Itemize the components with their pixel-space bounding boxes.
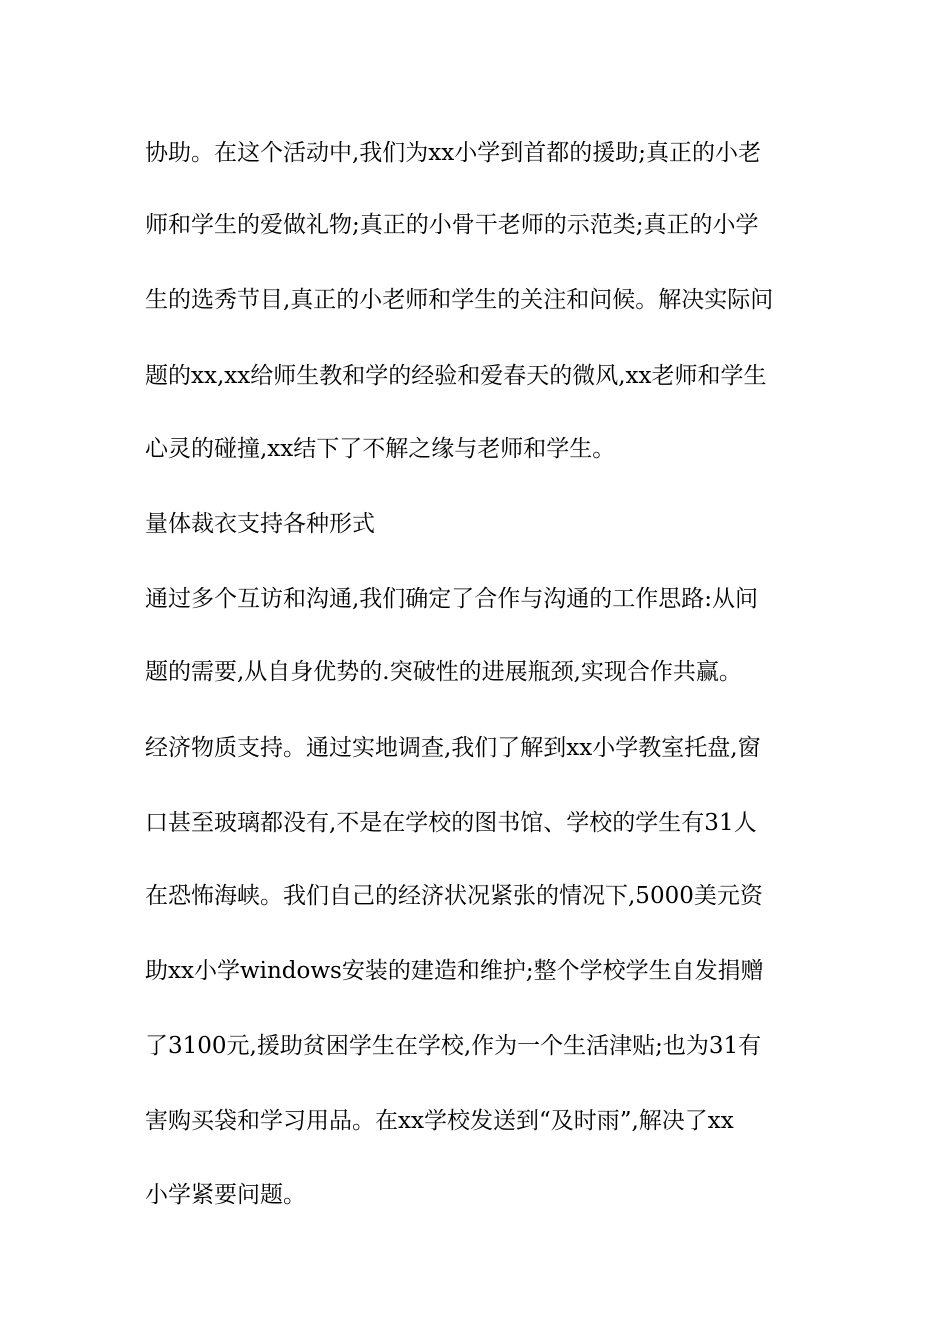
text-line-9: 经济物质支持。通过实地调查,我们了解到xx小学教室托盘,窗: [145, 735, 761, 761]
text-line-11: 在恐怖海峡。我们自己的经济状况紧张的情况下,5000美元资: [145, 883, 763, 909]
text-line-13: 了3100元,援助贫困学生在学校,作为一个生活津贴;也为31有: [145, 1033, 762, 1059]
text-line-8: 题的需要,从自身优势的.突破性的进展瓶颈,实现合作共赢。: [145, 659, 742, 685]
section-heading: 量体裁衣支持各种形式: [145, 511, 375, 537]
text-line-14: 害购买袋和学习用品。在xx学校发送到“及时雨”,解决了xx: [145, 1108, 734, 1134]
text-line-10: 口甚至玻璃都没有,不是在学校的图书馆、学校的学生有31人: [145, 810, 757, 836]
text-line-1: 协助。在这个活动中,我们为xx小学到首都的援助;真正的小老: [145, 140, 762, 166]
text-line-15: 小学紧要问题。: [145, 1182, 306, 1208]
text-line-5: 心灵的碰撞,xx结下了不解之缘与老师和学生。: [145, 436, 616, 462]
text-line-3: 生的选秀节目,真正的小老师和学生的关注和问候。解决实际问: [145, 287, 774, 313]
text-line-2: 师和学生的爱做礼物;真正的小骨干老师的示范类;真正的小学: [145, 212, 759, 238]
text-line-7: 通过多个互访和沟通,我们确定了合作与沟通的工作思路:从问: [145, 586, 759, 612]
text-line-12: 助xx小学windows安装的建造和维护;整个学校学生自发捐赠: [145, 958, 764, 984]
text-line-4: 题的xx,xx给师生教和学的经验和爱春天的微风,xx老师和学生: [145, 363, 767, 389]
